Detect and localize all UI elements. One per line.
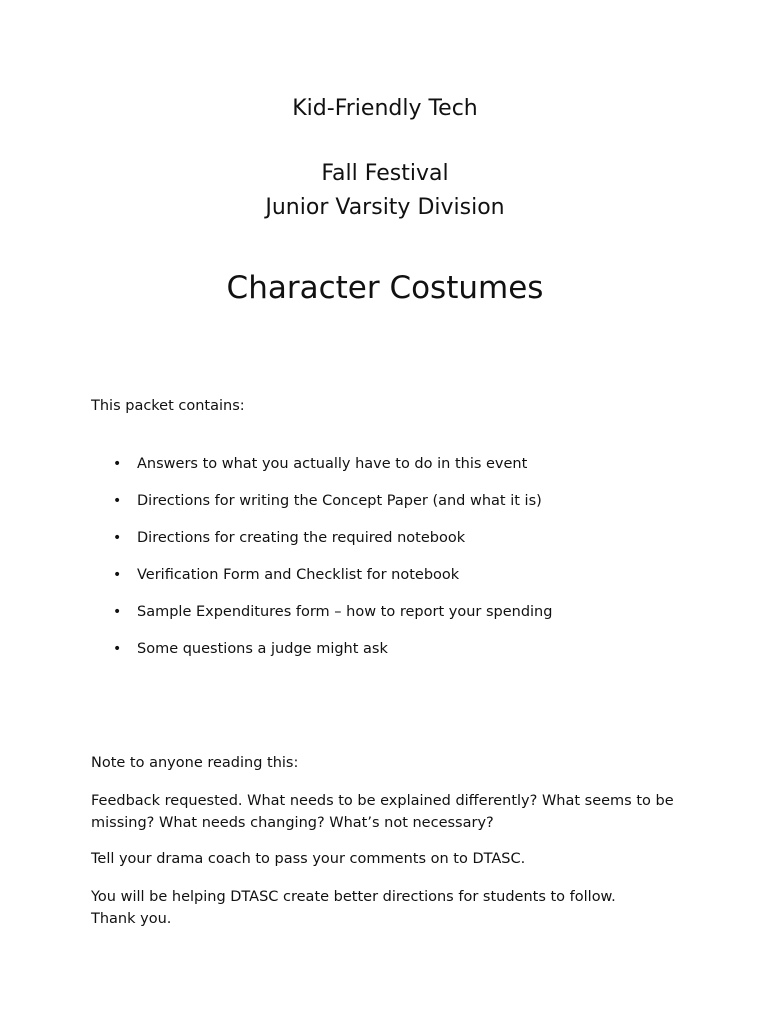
feedback-line: missing? What needs changing? What’s not necessary? [91, 815, 494, 831]
feedback-paragraph [91, 790, 691, 834]
bullet-icon: • [113, 530, 122, 546]
list-item-text: Answers to what you actually have to do in this event [137, 456, 528, 472]
org-name: Kid-Friendly Tech [292, 96, 478, 121]
list-item [0, 456, 770, 493]
list-item [0, 567, 770, 604]
page-title: Character Costumes [226, 270, 544, 306]
division-name: Junior Varsity Division [265, 195, 505, 220]
bullet-icon: • [113, 604, 122, 620]
helping-line: You will be helping DTASC create better directions for students to follow. [91, 889, 616, 905]
bullet-icon: • [113, 456, 122, 472]
bullet-icon: • [113, 641, 122, 657]
feedback-line: Feedback requested. What needs to be explained differently? What seems to be [91, 793, 674, 809]
thanks-line: Thank you. [91, 911, 172, 927]
list-item-text: Sample Expenditures form – how to report your spending [137, 604, 553, 620]
list-item [0, 604, 770, 641]
list-item-text: Directions for writing the Concept Paper (and what it is) [137, 493, 542, 509]
event-name: Fall Festival [321, 161, 449, 186]
packet-intro: This packet contains: [91, 398, 245, 414]
bullet-icon: • [113, 493, 122, 509]
list-item [0, 530, 770, 567]
list-item-text: Verification Form and Checklist for notebook [137, 567, 460, 583]
list-item [0, 493, 770, 530]
coach-paragraph: Tell your drama coach to pass your comments on to DTASC. [91, 851, 526, 867]
note-heading: Note to anyone reading this: [91, 755, 299, 771]
list-item-text: Directions for creating the required notebook [137, 530, 466, 546]
closing-paragraph [91, 886, 691, 930]
contents-list [0, 456, 770, 678]
bullet-icon: • [113, 567, 122, 583]
list-item-text: Some questions a judge might ask [137, 641, 388, 657]
list-item [0, 641, 770, 678]
